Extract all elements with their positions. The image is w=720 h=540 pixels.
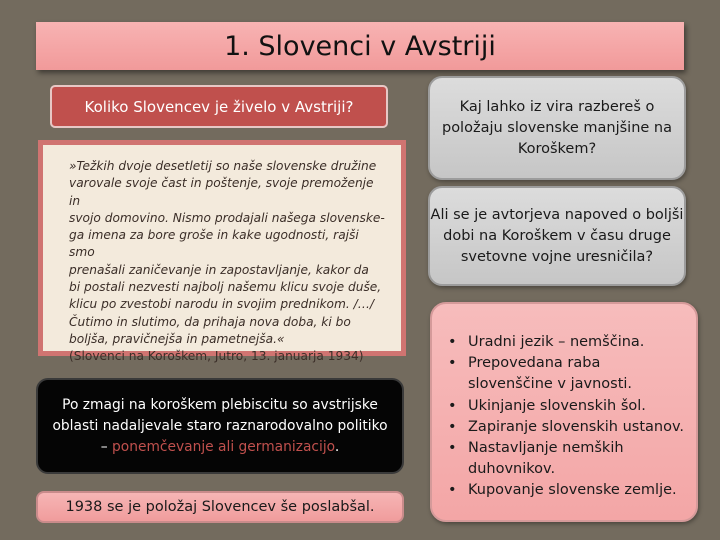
question-box-prediction	[428, 186, 686, 286]
list-item-text: Prepovedana raba slovenščine v javnosti.	[468, 355, 633, 393]
info-1938-text: 1938 se je položaj Slovencev še poslabšal.	[65, 499, 375, 515]
list-item	[448, 332, 688, 353]
bullet-icon: •	[448, 334, 457, 350]
list-item-text: Nastavljanje nemških duhovnikov.	[468, 440, 624, 478]
source-citation: (Slovenci na Koroškem, Jutro, 13. januarja 1934)	[69, 349, 364, 364]
question-text-2: Ali se je avtorjeva napoved o boljši dobi na Koroškem v času druge svetovne vojne uresničila?	[430, 206, 684, 265]
measures-list-box	[430, 302, 698, 522]
list-item	[448, 417, 688, 438]
plebiscite-text-end: .	[334, 438, 340, 455]
list-item	[448, 438, 688, 480]
measures-list	[448, 332, 688, 502]
list-item-text: Kupovanje slovenske zemlje.	[468, 482, 677, 499]
question-box-minority-position	[428, 76, 686, 180]
bullet-icon: •	[448, 397, 457, 414]
plebiscite-text-main: Po zmagi na koroškem plebiscitu so avstrijske oblasti nadaljevale staro raznarodovalno politiko –	[52, 396, 388, 455]
historical-source-text	[43, 145, 401, 364]
list-item-text: Uradni jezik – nemščina.	[468, 334, 645, 350]
question-box-population	[50, 85, 388, 128]
title-banner	[36, 22, 684, 70]
germanization-highlight: ponemčevanje ali germanizacijo	[112, 438, 335, 455]
bullet-icon: •	[448, 355, 457, 372]
info-box-1938	[36, 491, 404, 523]
historical-source-frame	[38, 140, 406, 364]
bullet-icon: •	[448, 482, 457, 499]
list-item	[448, 396, 688, 417]
source-quote: »Težkih dvoje desetletij so naše slovenske družine varovale svoje čast in poštenje, svoje premoženje in svojo domovino. Nismo prodajali našega slovenske- ga imena za bore groše in kake ugodnosti, rajši smo prenašali zaničevanje in zapostavljanje, kakor da bi postali nezvesti najbolj našemu klicu svoje duše, klicu po zvestobi narodu in svojim prednikom. /…/ Čutimo in slutimo, da prihaja nova doba, ki bo boljša, pravičnejša in pametnejša.«	[69, 159, 385, 346]
question-text: Koliko Slovencev je živelo v Avstriji?	[84, 97, 354, 116]
plebiscite-info-box	[36, 378, 404, 474]
list-item-text: Zapiranje slovenskih ustanov.	[468, 418, 685, 435]
plebiscite-text	[48, 395, 392, 458]
question-text-1: Kaj lahko iz vira razbereš o položaju slovenske manjšine na Koroškem?	[441, 98, 673, 157]
bullet-icon: •	[448, 418, 457, 435]
list-item	[448, 480, 688, 501]
bullet-icon: •	[448, 440, 457, 457]
list-item-text: Ukinjanje slovenskih šol.	[468, 397, 646, 414]
page-title: 1. Slovenci v Avstriji	[224, 30, 496, 62]
list-item	[448, 353, 688, 395]
